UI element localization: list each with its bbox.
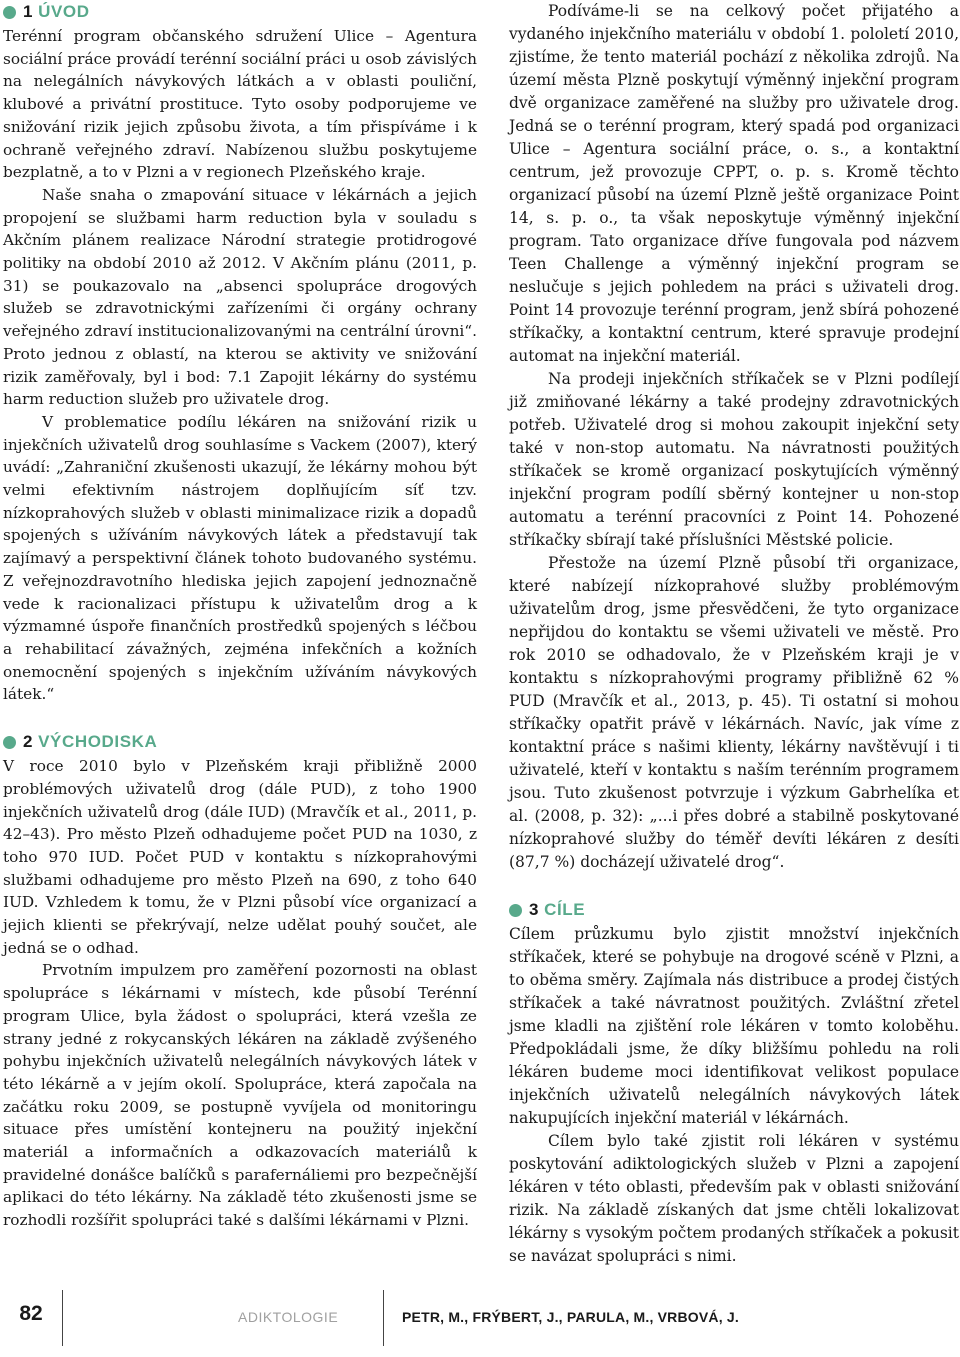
section-title: CÍLE <box>544 900 586 919</box>
section-heading-1 <box>3 1 477 23</box>
bullet-dot-icon <box>3 736 16 749</box>
paragraph: V problematice podílu lékáren na snižování rizik u injekčních uživatelů drog souhlasíme s Vackem (2007), který uvádí: „Zahraniční zkušenosti ukazují, že lékárny mohou být velmi efektivním nástrojem doplňujícím síť tzv. nízkoprahových služeb v oblasti minimalizace rizik a dopadů spojených s užíváním návykových látek a představují tak zajímavý a perspektivní článek tohoto budovaného systému. Z veřejnozdravotního hlediska jejich zapojení jednoznačně vede k racionalizaci přístupu k uživatelům drog a k výzmamné úspoře finančních prostředků spojených s léčbou a rehabilitací závažných, zejména infekčních a kožních onemocnění spojených s injekčním užíváním návykových látek.“ <box>3 412 477 704</box>
section-title: ÚVOD <box>38 2 90 21</box>
paragraph: Cílem bylo také zjistit roli lékáren v systému poskytování adiktologických služeb v Plzni a zapojení lékáren v této oblasti, především pak v oblasti snižování rizik. Na základě získaných dat jsme chtěli lokalizovat lékárny s vysokým počtem prodaných stříkaček a pokusit se navázat spolupráci s nimi. <box>509 1132 959 1265</box>
section-number: 1 <box>23 2 34 21</box>
paragraph: Prvotním impulzem pro zaměření pozornosti na oblast spolupráce s lékárnami v místech, kde působí Terénní program Ulice, byla žádost o spolupráci, která vzešla ze strany jedné z rokycanských lékáren na základě zvýšeného pohybu injekčních uživatelů nelegálních návykových látek v této lékárně a v jejím okolí. Spolupráce, která započala na začátku roku 2009, se postupně vyvíjela od monitoringu situace přes umístění kontejneru na použitý injekční materiál a informačních a odkazovacích materiálů k pravidelné donášce balíčků s parafernáliemi pro bezpečnější aplikaci do této lékárny. Na základě této zkušenosti jsme se rozhodli rozšířit spolupráci také s dalšími lékárnami v Plzni. <box>3 961 477 1230</box>
paragraph: Naše snaha o zmapování situace v lékárnách a jejich propojení se službami harm reduction byla v souladu s Akčním plánem realizace Národní strategie protidrogové politiky na období 2010 až 2012. V Akčním plánu (2011, p. 31) se poukazovalo na „absenci spolupráce drogových služeb se zdravotnickými zařízeními či orgány ochrany veřejného zdraví institucionalizovanými na centrální úrovni“. Proto jednou z oblastí, na kterou se aktivity ve snižování rizik zaměřovaly, byl i bod: 7.1 Zapojit lékárny do systému harm reduction služeb pro uživatele drog. <box>3 185 477 409</box>
right-column <box>509 0 959 1268</box>
section-title: VÝCHODISKA <box>38 732 158 752</box>
bullet-dot-icon <box>3 6 16 19</box>
left-column <box>3 0 477 1232</box>
footer-divider <box>383 1290 384 1346</box>
journal-name: ADIKTOLOGIE <box>238 1309 339 1325</box>
section-number: 2 <box>23 732 34 752</box>
paragraph: Cílem průzkumu bylo zjistit množství injekčních stříkaček, které se pohybuje na drogové scéně v Plzni, a to oběma směry. Zajímala nás distribuce a prodej čistých stříkaček a také návratnost použitých. Zvláštní zřetel jsme kladli na zjištění role lékáren v tomto koloběhu. Předpokládali jsme, že díky bližšímu pohledu na roli lékáren budeme moci identifikovat velikost populace injekčních uživatelů nelegálních návykových látek nakupujících injekční materiál v lékárnách. <box>509 925 959 1127</box>
paragraph: Přestože na území Plzně působí tři organizace, které nabízejí nízkoprahové služby problémovým uživatelům drog, jsme přesvědčeni, že tyto organizace nepřijdou do kontaktu se všemi uživateli ve městě. Pro rok 2010 se odhadovalo, že v Plzeňském kraji je v kontaktu s nízkoprahovými programy přibližně 62 % PUD (Mravčík et al., 2013, p. 45). Ti ostatní si mohou stříkačky opatřit právě v lékárnách. Navíc, jak víme z kontaktní práce s našimi klienty, lékárny navštěvují i ti uživatelé, kteří v kontaktu s naším terénním programem jsou. Tuto zkušenost potvrzuje i výzkum Gabrhelíka et al. (2008, p. 32): „...i přes dobré a stabilně poskytované nízkoprahové služby do téměř devíti lékáren z desíti (87,7 %) docházejí uživatelé drog“. <box>509 554 959 871</box>
section-heading-2 <box>3 731 477 753</box>
authors: PETR, M., FRÝBERT, J., PARULA, M., VRBOVÁ, J. <box>402 1309 739 1325</box>
footer-divider <box>62 1290 63 1346</box>
page-number: 82 <box>19 1302 43 1325</box>
section-number: 3 <box>529 900 540 919</box>
paragraph: Na prodeji injekčních stříkaček se v Plzni podílejí již zmiňované lékárny a také prodejny zdravotnických potřeb. Uživatelé drog si mohou zakoupit injekční sety také v non-stop automatu. Na návratnosti použitých stříkaček se kromě organizací poskytujících výměnný injekční program podílí sběrný kontejner u non-stop automatu a terénní pracovníci z Point 14. Pohozené stříkačky sbírají také příslušníci Městské policie. <box>509 370 959 549</box>
section-heading-3 <box>509 899 959 921</box>
bullet-dot-icon <box>509 904 522 917</box>
paragraph: Podíváme-li se na celkový počet přijatého a vydaného injekčního materiálu v období 1. pololetí 2010, zjistíme, že tento materiál pochází z několika zdrojů. Na území města Plzně poskytují výměnný injekční program dvě organizace zaměřené na služby pro uživatele drog. Jedná se o terénní program, který spadá pod organizaci Ulice – Agentura sociální práce, o. s., a kontaktní centrum, jež provozuje CPPT, o. p. s. Kromě těchto organizací působí na území Plzně ještě organizace Point 14, s. p. o., ta však neposkytuje výměnný injekční program. Tato organizace dříve fungovala pod názvem Teen Challenge a výměnný injekční program se neslučuje s jejich pohledem na práci s uživateli drog. Point 14 provozuje terénní program, jenž sbírá pohozené stříkačky, a kontaktní centrum, které spravuje prodejní automat na injekční materiál. <box>509 2 959 365</box>
paragraph: Terénní program občanského sdružení Ulice – Agentura sociální práce provádí terénní sociální práci u osob závislých na nelegálních návykových látkách a v oblasti pouliční, klubové a privátní prostituce. Tyto osoby podporujeme ve snižování rizik jejich způsobu života, a tím přispíváme i k ochraně veřejného zdraví. Nabízenou službu poskytujeme bezplatně, a to v Plzni a v regionech Plzeňského kraje. <box>3 27 477 182</box>
paragraph: V roce 2010 bylo v Plzeňském kraji přibližně 2000 problémových uživatelů drog (dále PUD), z toho 1900 injekčních uživatelů drog (dále IUD) (Mravčík et al., 2011, p. 42–43). Pro město Plzeň odhadujeme počet PUD na 1030, z toho 970 IUD. Počet PUD v kontaktu s nízkoprahovými službami odhadujeme pro město Plzeň na 690, z toho 640 IUD. Vzhledem k tomu, že v Plzni působí více organizací a jejich klienti se překrývají, nelze udělat pouhý součet, ale jedná se o odhad. <box>3 757 477 957</box>
